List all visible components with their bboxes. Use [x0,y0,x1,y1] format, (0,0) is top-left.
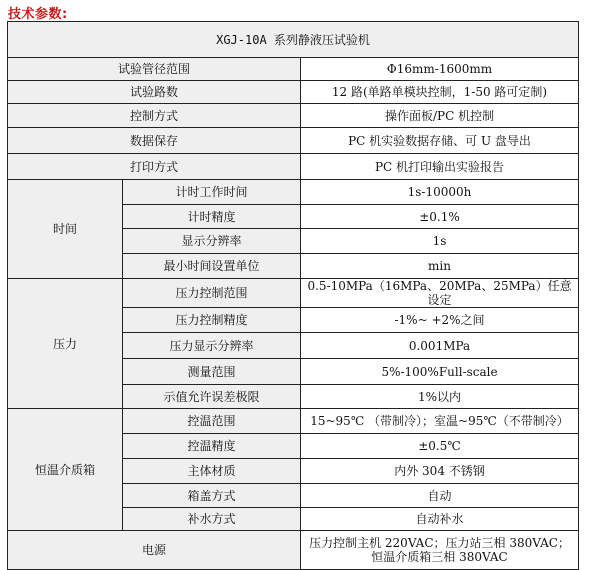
row-label: 试验管径范围 [8,58,301,81]
power-value [301,531,579,570]
table-row [8,58,579,81]
row-label: 控温范围 [123,409,301,434]
row-label: 显示分辨率 [123,229,301,254]
row-value: 5%-100%Full-scale [301,359,579,385]
table-title: XGJ-10A 系列静液压试验机 [8,22,579,58]
row-value: -1%~ +2%之间 [301,308,579,333]
row-label: 数据保存 [8,128,301,154]
row-value: 内外 304 不锈钢 [301,459,579,484]
table-row [8,531,579,570]
row-value: min [301,254,579,279]
section-heading: 技术参数: [8,7,68,22]
row-label: 测量范围 [123,359,301,385]
row-label: 压力控制精度 [123,308,301,333]
row-value: Φ16mm-1600mm [301,58,579,81]
row-value: 1s [301,229,579,254]
row-label: 打印方式 [8,154,301,180]
table-row [8,128,579,154]
table-row [8,104,579,128]
row-value: ±0.5℃ [301,434,579,459]
power-label: 电源 [8,531,301,570]
row-label: 压力显示分辨率 [123,333,301,359]
row-label: 箱盖方式 [123,484,301,508]
row-value: 0.001MPa [301,333,579,359]
row-value: ±0.1% [301,205,579,229]
row-value: 自动 [301,484,579,508]
group-label-pressure: 压力 [8,279,123,409]
group-label-thermostat-box: 恒温介质箱 [8,409,123,531]
table-row [8,279,579,308]
row-value: 1s-10000h [301,180,579,205]
table-row [8,409,579,434]
row-value: 12 路(单路单模块控制，1-50 路可定制) [301,81,579,104]
power-value-line: 压力控制主机 220VAC；压力站三相 380VAC； [309,536,570,550]
row-value: 操作面板/PC 机控制 [301,104,579,128]
spec-table [7,21,579,570]
row-value: PC 机实验数据存储、可 U 盘导出 [301,128,579,154]
row-label: 主体材质 [123,459,301,484]
group-label-time: 时间 [8,180,123,279]
row-value: PC 机打印输出实验报告 [301,154,579,180]
table-row [8,154,579,180]
row-label: 示值允许误差极限 [123,385,301,409]
row-label: 控制方式 [8,104,301,128]
row-label: 计时精度 [123,205,301,229]
row-value: 自动补水 [301,508,579,531]
row-label: 压力控制范围 [123,279,301,308]
row-value: 0.5-10MPa（16MPa、20MPa、25MPa）任意设定 [301,279,579,308]
row-label: 控温精度 [123,434,301,459]
table-title-row [8,22,579,58]
row-value: 1%以内 [301,385,579,409]
row-value: 15~95℃ （带制冷）；室温~95℃（不带制冷） [301,409,579,434]
table-row [8,180,579,205]
row-label: 补水方式 [123,508,301,531]
row-label: 试验路数 [8,81,301,104]
table-row [8,81,579,104]
row-label: 最小时间设置单位 [123,254,301,279]
power-value-line: 恒温介质箱三相 380VAC [371,550,508,564]
row-label: 计时工作时间 [123,180,301,205]
